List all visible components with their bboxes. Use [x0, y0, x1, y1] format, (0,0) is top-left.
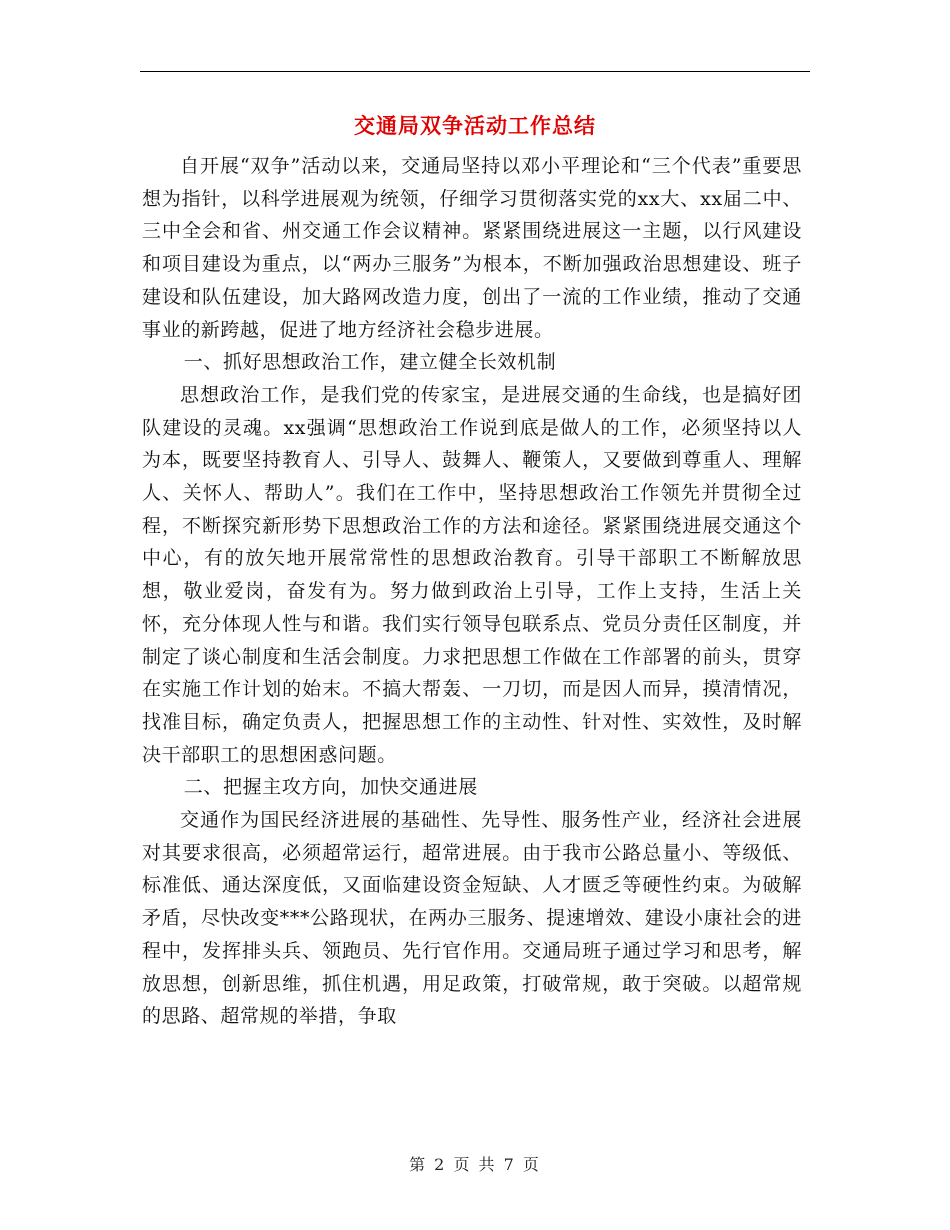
section-heading-2: 二、把握主攻方向，加快交通进展: [183, 776, 478, 799]
document-title: 交通局双争活动工作总结: [354, 113, 596, 138]
document-body: [142, 150, 802, 1033]
section-heading-1: 一、抓好思想政治工作，建立健全长效机制: [183, 351, 557, 374]
header-rule: [140, 71, 810, 72]
page-number: 第 2 页 共 7 页: [409, 1155, 541, 1174]
paragraph-section-1: 思想政治工作，是我们党的传家宝，是进展交通的生命线，也是搞好团队建设的灵魂。xx强调“思想政治工作说到底是做人的工作，必须坚持以人为本，既要坚持教育人、引导人、鼓舞人、鞭策人，又要做到尊重人、理解人、关怀人、帮助人”。我们在工作中，坚持思想政治工作领先并贯彻全过程，不断探究新形势下思想政治工作的方法和途径。紧紧围绕进展交通这个中心，有的放矢地开展常常性的思想政治教育。引导干部职工不断解放思想，敬业爱岗，奋发有为。努力做到政治上引导，工作上支持，生活上关怀，充分体现人性与和谐。我们实行领导包联系点、党员分责任区制度，并制定了谈心制度和生活会制度。力求把思想工作做在工作部署的前头，贯穿在实施工作计划的始末。不搞大帮轰、一刀切，而是因人而异，摸清情况，找准目标，确定负责人，把握思想工作的主动性、针对性、实效性，及时解决干部职工的思想困惑问题。: [142, 383, 802, 766]
paragraph-section-2: 交通作为国民经济进展的基础性、先导性、服务性产业，经济社会进展对其要求很高，必须超常运行，超常进展。由于我市公路总量小、等级低、标准低、通达深度低，又面临建设资金短缺、人才匮乏等硬性约束。为破解矛盾，尽快改变***公路现状，在两办三服务、提速增效、建设小康社会的进程中，发挥排头兵、领跑员、先行官作用。交通局班子通过学习和思考，解放思想，创新思维，抓住机遇，用足政策，打破常规，敢于突破。以超常规的思路、超常规的举措，争取: [142, 809, 802, 1028]
paragraph-intro: 自开展“双争”活动以来，交通局坚持以邓小平理论和“三个代表”重要思想为指针，以科学进展观为统领，仔细学习贯彻落实党的xx大、xx届二中、三中全会和省、州交通工作会议精神。紧紧围绕进展这一主题，以行风建设和项目建设为重点，以“两办三服务”为根本，不断加强政治思想建设、班子建设和队伍建设，加大路网改造力度，创出了一流的工作业绩，推动了交通事业的新跨越，促进了地方经济社会稳步进展。: [142, 155, 802, 341]
